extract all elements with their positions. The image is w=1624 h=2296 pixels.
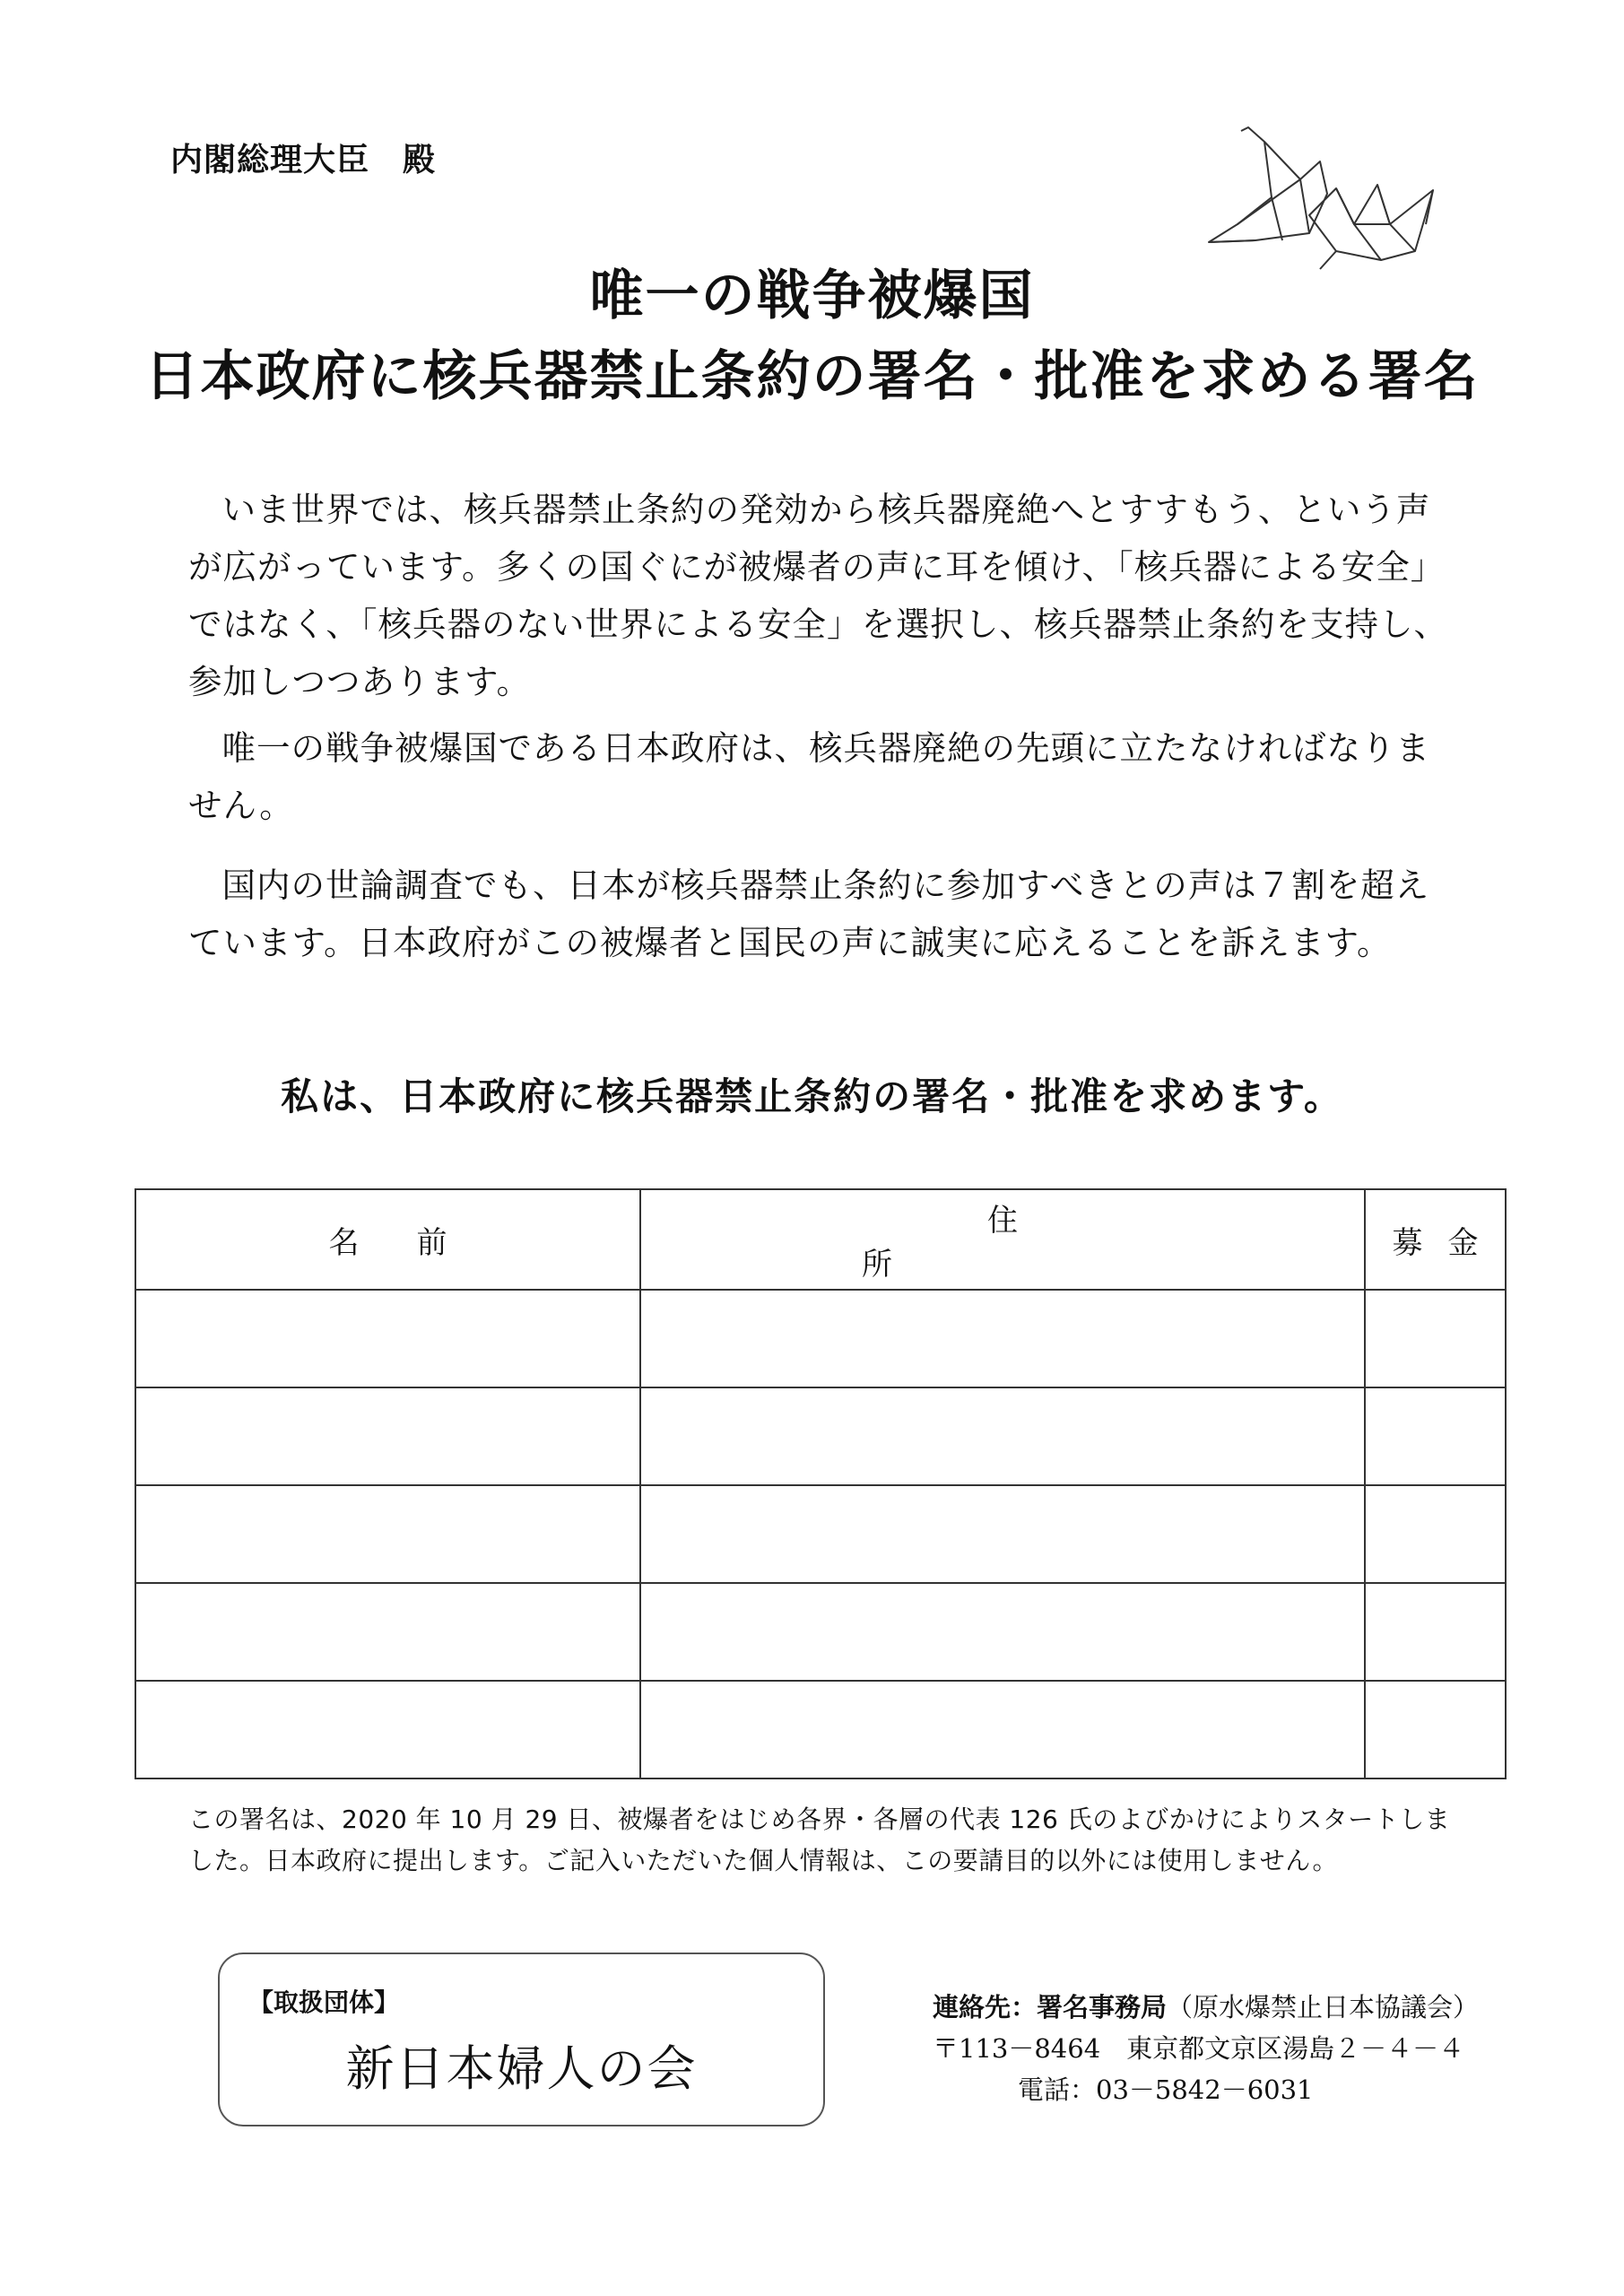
paragraph-2: 唯一の戦争被爆国である日本政府は、核兵器廃絶の先頭に立たなければなりません。	[188, 728, 1430, 825]
donation-cell[interactable]	[1365, 1681, 1506, 1779]
name-column-header: 名前	[135, 1189, 640, 1290]
name-cell[interactable]	[135, 1485, 640, 1583]
table-row	[135, 1290, 1506, 1387]
organization-name: 新日本婦人の会	[345, 2040, 698, 2097]
address-cell[interactable]	[640, 1387, 1365, 1485]
address-cell[interactable]	[640, 1485, 1365, 1583]
organization-label: 【取扱団体】	[248, 1987, 400, 2017]
organization-box	[218, 1952, 825, 2126]
name-cell[interactable]	[135, 1290, 640, 1387]
name-cell[interactable]	[135, 1387, 640, 1485]
table-header-row	[135, 1189, 1506, 1290]
contact-phone: 電話：03－5842－6031	[1018, 2074, 1314, 2105]
address-cell[interactable]	[640, 1583, 1365, 1681]
addressee: 内閣総理大臣 殿	[170, 142, 437, 178]
donation-column-header: 募金	[1365, 1189, 1506, 1290]
contact-org: （原水爆禁止日本協議会）	[1167, 1992, 1480, 2022]
declaration: 私は、日本政府に核兵器禁止条約の署名・批准を求めます。	[281, 1074, 1343, 1118]
contact-info	[933, 1987, 1479, 2110]
table-row	[135, 1681, 1506, 1779]
donation-cell[interactable]	[1365, 1583, 1506, 1681]
table-row	[135, 1583, 1506, 1681]
title-line-1: 唯一の戦争被爆国	[589, 265, 1035, 327]
donation-cell[interactable]	[1365, 1387, 1506, 1485]
signature-table	[135, 1188, 1507, 1779]
notes: この署名は、2020 年 10 月 29 日、被爆者をはじめ各界・各層の代表 126 氏のよびかけによりスタートしました。日本政府に提出します。ご記入いただいた個人情報は、この要請目的以外には使用しません。	[188, 1805, 1451, 1875]
donation-cell[interactable]	[1365, 1290, 1506, 1387]
name-cell[interactable]	[135, 1681, 640, 1779]
address-cell[interactable]	[640, 1290, 1365, 1387]
paragraph-1: いま世界では、核兵器禁止条約の発効から核兵器廃絶へとすすもう、という声が広がっています。多くの国ぐにが被爆者の声に耳を傾け、「核兵器による安全」ではなく、「核兵器のない世界による安全」を選択し、核兵器禁止条約を支持し、参加しつつあります。	[188, 490, 1448, 701]
table-row	[135, 1485, 1506, 1583]
title-line-2: 日本政府に核兵器禁止条約の署名・批准を求める署名	[144, 345, 1480, 408]
name-cell[interactable]	[135, 1583, 640, 1681]
address-cell[interactable]	[640, 1681, 1365, 1779]
table-row	[135, 1387, 1506, 1485]
donation-cell[interactable]	[1365, 1485, 1506, 1583]
contact-label: 連絡先：署名事務局	[933, 1992, 1168, 2022]
paragraph-3: 国内の世論調査でも、日本が核兵器禁止条約に参加すべきとの声は７割を超えています。日本政府がこの被爆者と国民の声に誠実に応えることを訴えます。	[188, 865, 1430, 962]
address-column-header: 住所	[640, 1189, 1365, 1290]
contact-address: 〒113－8464 東京都文京区湯島２－４－４	[933, 2033, 1465, 2064]
